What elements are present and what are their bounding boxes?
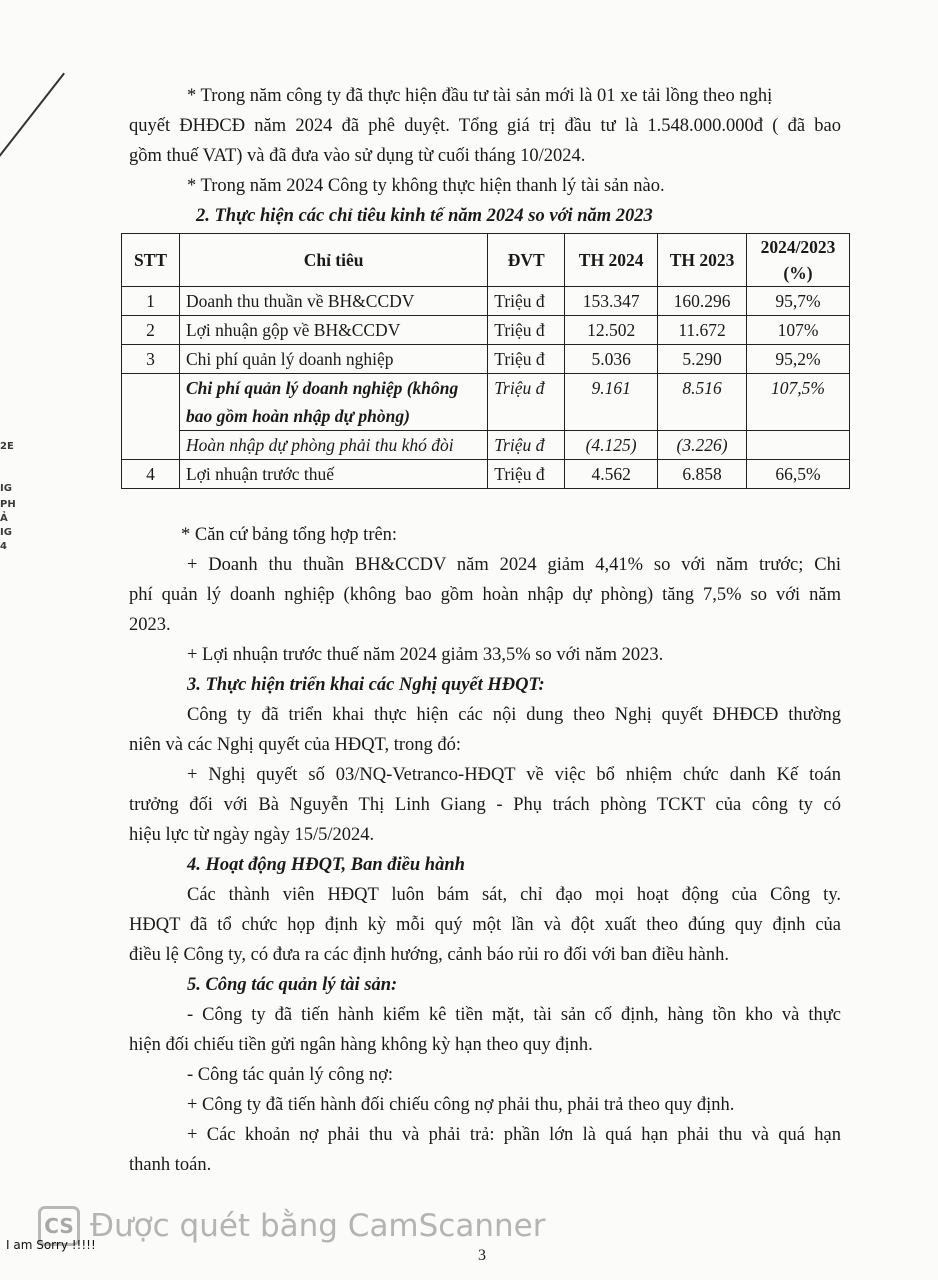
cell-ratio: 107,5% [747,374,850,431]
section-heading-3: 3. Thực hiện triển khai các Nghị quyết HĐQT: [187,675,545,695]
cell-ratio [747,431,850,460]
cell-dvt: Triệu đ [488,374,565,431]
cell-th2024: (4.125) [565,431,658,460]
paragraph-line: + Doanh thu thuần BH&CCDV năm 2024 giảm 4,41% so với năm trước; Chi [187,555,841,575]
edge-mark: IG [0,527,12,538]
header-ratio-line2: (%) [783,263,813,283]
table-header-row [122,234,850,287]
cell-chi-tieu: Lợi nhuận trước thuế [179,460,487,489]
table-row [122,460,850,489]
paragraph-line: phí quản lý doanh nghiệp (không bao gồm hoàn nhập dự phòng) tăng 7,5% so với năm [129,585,841,605]
paragraph-line: HĐQT đã tổ chức họp định kỳ mỗi quý một lần và đột xuất theo đúng quy định của [129,915,841,935]
edge-mark: 4 [0,541,7,552]
camscanner-watermark [38,1205,545,1247]
paragraph-line: hiệu lực từ ngày ngày 15/5/2024. [129,825,375,845]
cell-th2023: 6.858 [658,460,747,489]
cell-stt: 4 [122,460,180,489]
footer-note: I am Sorry !!!!! [6,1238,96,1252]
cell-dvt: Triệu đ [488,460,565,489]
paragraph-line: thanh toán. [129,1155,212,1175]
paragraph-line: quyết ĐHĐCĐ năm 2024 đã phê duyệt. Tổng giá trị đầu tư là 1.548.000.000đ ( đã bao [129,116,841,136]
cell-dvt: Triệu đ [488,431,565,460]
paragraph-line: hiện đối chiếu tiền gửi ngân hàng không kỳ hạn theo quy định. [129,1035,593,1055]
cell-ratio: 107% [747,316,850,345]
cell-stt: 3 [122,345,180,374]
section-heading-5: 5. Công tác quản lý tài sản: [187,975,398,995]
cell-chi-tieu: Hoàn nhập dự phòng phải thu khó đòi [179,431,487,460]
header-chi-tieu: Chỉ tiêu [179,234,487,287]
binding-edge-marks [0,440,14,554]
cell-chi-tieu-line2: bao gồm hoàn nhập dự phòng) [185,406,410,426]
table-row-sub [122,374,850,431]
header-ratio [747,234,850,287]
paragraph-line: Công ty đã triển khai thực hiện các nội dung theo Nghị quyết ĐHĐCĐ thường [187,705,841,725]
paragraph-line: 2023. [129,615,171,635]
section-heading-4: 4. Hoạt động HĐQT, Ban điều hành [187,855,465,875]
paragraph-line: + Công ty đã tiến hành đối chiếu công nợ phải thu, phải trả theo quy định. [187,1095,735,1115]
cell-stt-empty [122,374,180,460]
paragraph-line: + Nghị quyết số 03/NQ-Vetranco-HĐQT về việc bổ nhiệm chức danh Kế toán [187,765,841,785]
paragraph-line: gồm thuế VAT) và đã đưa vào sử dụng từ cuối tháng 10/2024. [129,146,586,166]
table-row [122,316,850,345]
paragraph-line: * Trong năm công ty đã thực hiện đầu tư tài sản mới là 01 xe tải lồng theo nghị [187,86,773,106]
paragraph-line: điều lệ Công ty, có đưa ra các định hướng, cảnh báo rủi ro đối với ban điều hành. [129,945,729,965]
cell-th2024: 9.161 [565,374,658,431]
cell-th2024: 4.562 [565,460,658,489]
paragraph-line: * Căn cứ bảng tổng hợp trên: [181,525,398,545]
cell-chi-tieu: Lợi nhuận gộp về BH&CCDV [179,316,487,345]
section-heading-2: 2. Thực hiện các chỉ tiêu kinh tế năm 2024 so với năm 2023 [196,206,653,226]
paragraph-line: - Công ty đã tiến hành kiểm kê tiền mặt, tài sản cố định, hàng tồn kho và thực [187,1005,841,1025]
page-number: 3 [478,1247,486,1264]
cell-th2024: 5.036 [565,345,658,374]
edge-mark: Ả [0,513,8,524]
cell-ratio: 95,7% [747,287,850,316]
edge-mark: PH [0,499,16,510]
cell-stt: 1 [122,287,180,316]
cell-chi-tieu: Chi phí quản lý doanh nghiệp [179,345,487,374]
table-row-sub [122,431,850,460]
header-stt: STT [122,234,180,287]
header-ratio-line1: 2024/2023 [760,237,836,257]
cell-chi-tieu-line1: Chi phí quản lý doanh nghiệp (không [185,378,459,398]
cell-th2024: 153.347 [565,287,658,316]
cell-chi-tieu [179,374,487,431]
camscanner-logo-icon: CS [38,1206,80,1246]
edge-mark: 2E [0,441,14,452]
paragraph-line: niên và các Nghị quyết của HĐQT, trong đó: [129,735,462,755]
economic-indicators-table [121,233,850,489]
cell-dvt: Triệu đ [488,345,565,374]
cell-th2023: 160.296 [658,287,747,316]
header-dvt: ĐVT [488,234,565,287]
header-th2023: TH 2023 [658,234,747,287]
paragraph-line: + Lợi nhuận trước thuế năm 2024 giảm 33,5% so với năm 2023. [187,645,664,665]
cell-dvt: Triệu đ [488,316,565,345]
table-row [122,287,850,316]
cell-stt: 2 [122,316,180,345]
cell-chi-tieu: Doanh thu thuần về BH&CCDV [179,287,487,316]
cell-ratio: 95,2% [747,345,850,374]
header-th2024: TH 2024 [565,234,658,287]
cell-th2023: 11.672 [658,316,747,345]
paragraph-line: + Các khoản nợ phải thu và phải trả: phần lớn là quá hạn phải thu và quá hạn [187,1125,841,1145]
cell-ratio: 66,5% [747,460,850,489]
paragraph-line: - Công tác quản lý công nợ: [187,1065,394,1085]
cell-th2023: 8.516 [658,374,747,431]
cell-th2023: (3.226) [658,431,747,460]
cell-th2023: 5.290 [658,345,747,374]
paragraph-line: Các thành viên HĐQT luôn bám sát, chỉ đạo mọi hoạt động của Công ty. [187,885,841,905]
paragraph-line: * Trong năm 2024 Công ty không thực hiện thanh lý tài sản nào. [187,176,665,196]
margin-pen-stroke [0,73,65,185]
cell-th2024: 12.502 [565,316,658,345]
paragraph-line: trưởng đối với Bà Nguyễn Thị Linh Giang - Phụ trách phòng TCKT của công ty có [129,795,841,815]
cell-dvt: Triệu đ [488,287,565,316]
watermark-text: Được quét bằng CamScanner [90,1208,546,1244]
edge-mark: IG [0,483,12,494]
table-row [122,345,850,374]
